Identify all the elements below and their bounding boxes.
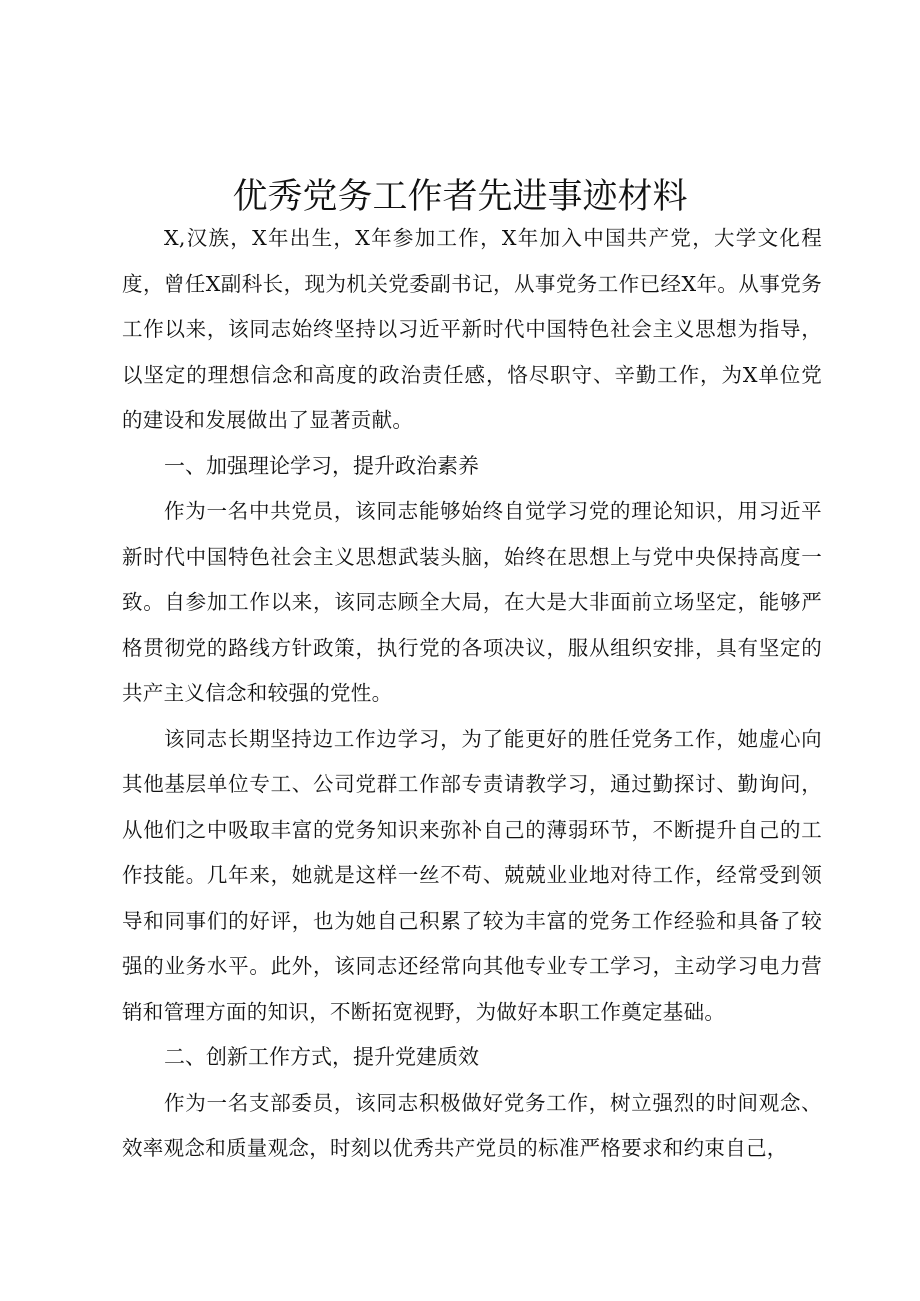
section-heading-1: 一、加强理论学习，提升政治素养	[164, 453, 479, 478]
intro-paragraph: X,汉族，X年出生，X年参加工作，X年加入中国共产党，大学文化程度，曾任X副科长，现为机关党委副书记，从事党务工作已经X年。从事党务工作以来，该同志始终坚持以习近平新时代中国特色社会主义思想为指导，以坚定的理想信念和高度的政治责任感，恪尽职守、辛勤工作，为X单位党的建设和发展做出了显著贡献。	[122, 226, 822, 432]
section-2-paragraph-1: 作为一名支部委员，该同志积极做好党务工作，树立强烈的时间观念、效率观念和质量观念，时刻以优秀共产党员的标准严格要求和约束自己，	[122, 1090, 822, 1160]
document-body	[122, 216, 822, 1172]
section-heading-2: 二、创新工作方式，提升党建质效	[164, 1045, 479, 1069]
section-1-paragraph-1: 作为一名中共党员，该同志能够始终自觉学习党的理论知识，用习近平新时代中国特色社会主义思想武装头脑，始终在思想上与党中央保持高度一致。自参加工作以来，该同志顾全大局，在大是大非面前立场坚定，能够严格贯彻党的路线方针政策，执行党的各项决议，服从组织安排，具有坚定的共产主义信念和较强的党性。	[122, 499, 822, 705]
document-title: 优秀党务工作者先进事迹材料	[232, 177, 688, 217]
section-1-paragraph-2: 该同志长期坚持边工作边学习，为了能更好的胜任党务工作，她虚心向其他基层单位专工、公司党群工作部专责请教学习，通过勤探讨、勤询问，从他们之中吸取丰富的党务知识来弥补自己的薄弱环节，不断提升自己的工作技能。几年来，她就是这样一丝不苟、兢兢业业地对待工作，经常受到领导和同事们的好评，也为她自己积累了较为丰富的党务工作经验和具备了较强的业务水平。此外，该同志还经常向其他专业专工学习，主动学习电力营销和管理方面的知识，不断拓宽视野，为做好本职工作奠定基础。	[122, 726, 822, 1024]
